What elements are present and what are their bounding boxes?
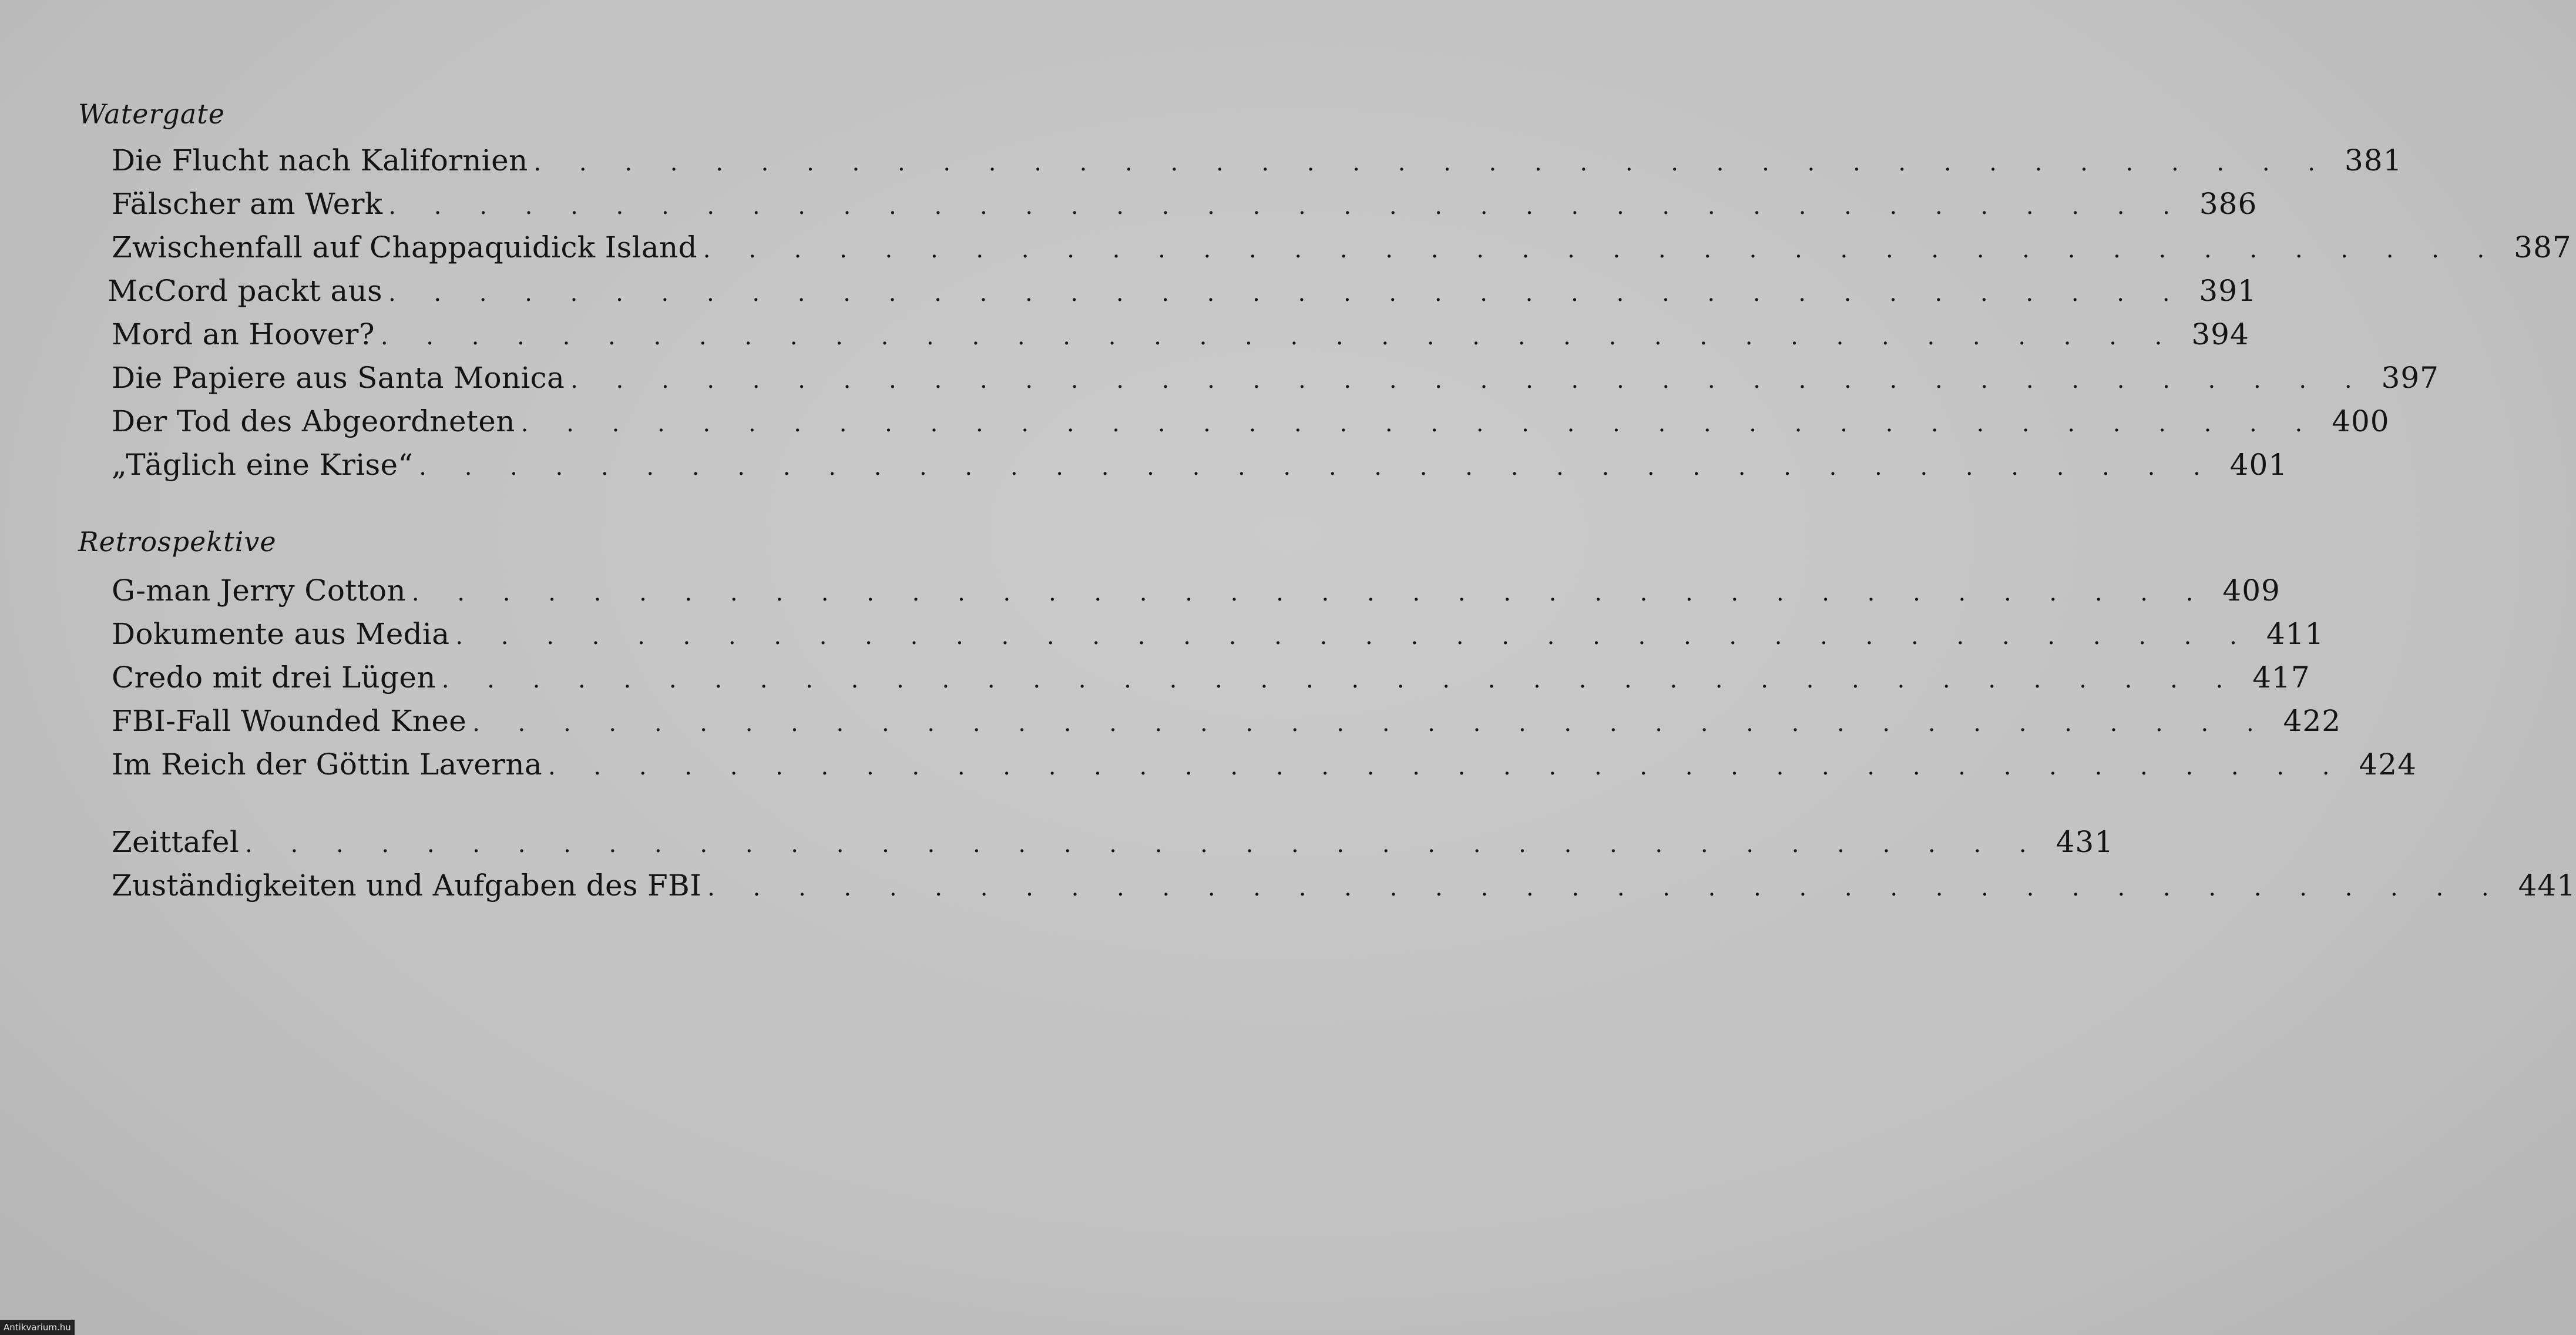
toc-entry-page: 411 (2266, 617, 2325, 651)
watermark: Antikvarium.hu (0, 1320, 75, 1335)
dot-leader: . . . . . . . . . . . . . . . . . . . . . . . . . . . . . . . . . . . . . . . . (533, 149, 2330, 176)
toc-entry (112, 443, 2288, 487)
dot-leader: . . . . . . . . . . . . . . . . . . . . . . . . . . . . . . . . . . . . . . . . (411, 579, 2209, 606)
toc-entry-title: Mord an Hoover? (112, 317, 375, 351)
toc-entry (112, 569, 2281, 612)
toc-entry-title: Zuständigkeiten und Aufgaben des FBI (112, 868, 702, 903)
section-heading-retrospektive: Retrospektive (78, 526, 277, 558)
dot-leader: . . . . . . . . . . . . . . . . . . . . . . . . . . . . . . . . . . . . . . . . (703, 236, 2500, 263)
dot-leader: . . . . . . . . . . . . . . . . . . . . . . . . . . . . . . . . . . . . . . . . (441, 666, 2239, 693)
toc-entry-page: 397 (2381, 361, 2439, 395)
dot-leader: . . . . . . . . . . . . . . . . . . . . . . . . . . . . . . . . . . . . . . . . (388, 280, 2185, 307)
toc-entry (108, 269, 2257, 313)
toc-entry (112, 313, 2249, 356)
toc-entry-page: 409 (2222, 573, 2281, 608)
dot-leader: . . . . . . . . . . . . . . . . . . . . . . . . . . . . . . . . . . . . . . . . (419, 454, 2216, 481)
toc-entry-title: Credo mit drei Lügen (112, 660, 436, 695)
toc-entry-title: Dokumente aus Media (112, 617, 450, 651)
toc-entry (112, 356, 2439, 400)
dot-leader: . . . . . . . . . . . . . . . . . . . . . . . . . . . . . . . . . . . . . . . . (707, 874, 2504, 901)
toc-entry-page: 417 (2252, 660, 2310, 695)
section-heading-watergate: Watergate (78, 98, 225, 130)
toc-entry-title: Zwischenfall auf Chappaquidick Island (112, 230, 697, 264)
toc-entry-page: 400 (2332, 404, 2390, 438)
toc-entry-page: 422 (2283, 704, 2342, 738)
toc-entry-title: Fälscher am Werk (112, 187, 383, 221)
dot-leader: . . . . . . . . . . . . . . . . . . . . . . . . . . . . . . . . . . . . . . . . (380, 323, 2178, 350)
toc-entry-title: Der Tod des Abgeordneten (112, 404, 515, 438)
toc-entry-title: „Täglich eine Krise“ (112, 448, 414, 482)
dot-leader: . . . . . . . . . . . . . . . . . . . . . . . . . . . . . . . . . . . . . . . . (245, 831, 2042, 858)
toc-entry-title: Im Reich der Göttin Laverna (112, 747, 542, 781)
toc-entry-title: Die Papiere aus Santa Monica (112, 361, 565, 395)
toc-entry-title: FBI-Fall Wounded Knee (112, 704, 467, 738)
toc-entry (112, 820, 2114, 864)
dot-leader: . . . . . . . . . . . . . . . . . . . . . . . . . . . . . . . . . . . . . . . . (388, 193, 2185, 220)
toc-entry-page: 386 (2199, 187, 2258, 221)
toc-entry-page: 394 (2191, 317, 2249, 351)
toc-entry (112, 864, 2576, 907)
toc-entry-title: G-man Jerry Cotton (112, 573, 406, 608)
dot-leader: . . . . . . . . . . . . . . . . . . . . . . . . . . . . . . . . . . . . . . . . (520, 410, 2318, 437)
toc-entry-page: 441 (2518, 868, 2576, 903)
toc-entry (112, 182, 2258, 226)
toc-entry-title: Die Flucht nach Kalifornien (112, 143, 528, 177)
toc-entry-page: 401 (2229, 448, 2288, 482)
dot-leader: . . . . . . . . . . . . . . . . . . . . . . . . . . . . . . . . . . . . . . . . (570, 367, 2367, 394)
toc-entry (112, 400, 2390, 443)
toc-entry (112, 612, 2325, 656)
dot-leader: . . . . . . . . . . . . . . . . . . . . . . . . . . . . . . . . . . . . . . . . (455, 623, 2252, 650)
toc-entry-page: 381 (2344, 143, 2403, 177)
toc-entry (112, 699, 2342, 743)
dot-leader: . . . . . . . . . . . . . . . . . . . . . . . . . . . . . . . . . . . . . . . . (548, 753, 2345, 780)
toc-entry (112, 743, 2417, 786)
toc-entry-page: 431 (2056, 825, 2114, 859)
toc-entry (112, 226, 2572, 269)
dot-leader: . . . . . . . . . . . . . . . . . . . . . . . . . . . . . . . . . . . . . . . . (472, 710, 2269, 737)
toc-entry-title: McCord packt aus (108, 274, 382, 308)
toc-entry-page: 391 (2199, 274, 2257, 308)
toc-entry-page: 424 (2359, 747, 2417, 781)
toc-entry (112, 139, 2403, 182)
toc-entry-title: Zeittafel (112, 825, 240, 859)
toc-entry (112, 656, 2310, 699)
toc-entry-page: 387 (2514, 230, 2572, 264)
